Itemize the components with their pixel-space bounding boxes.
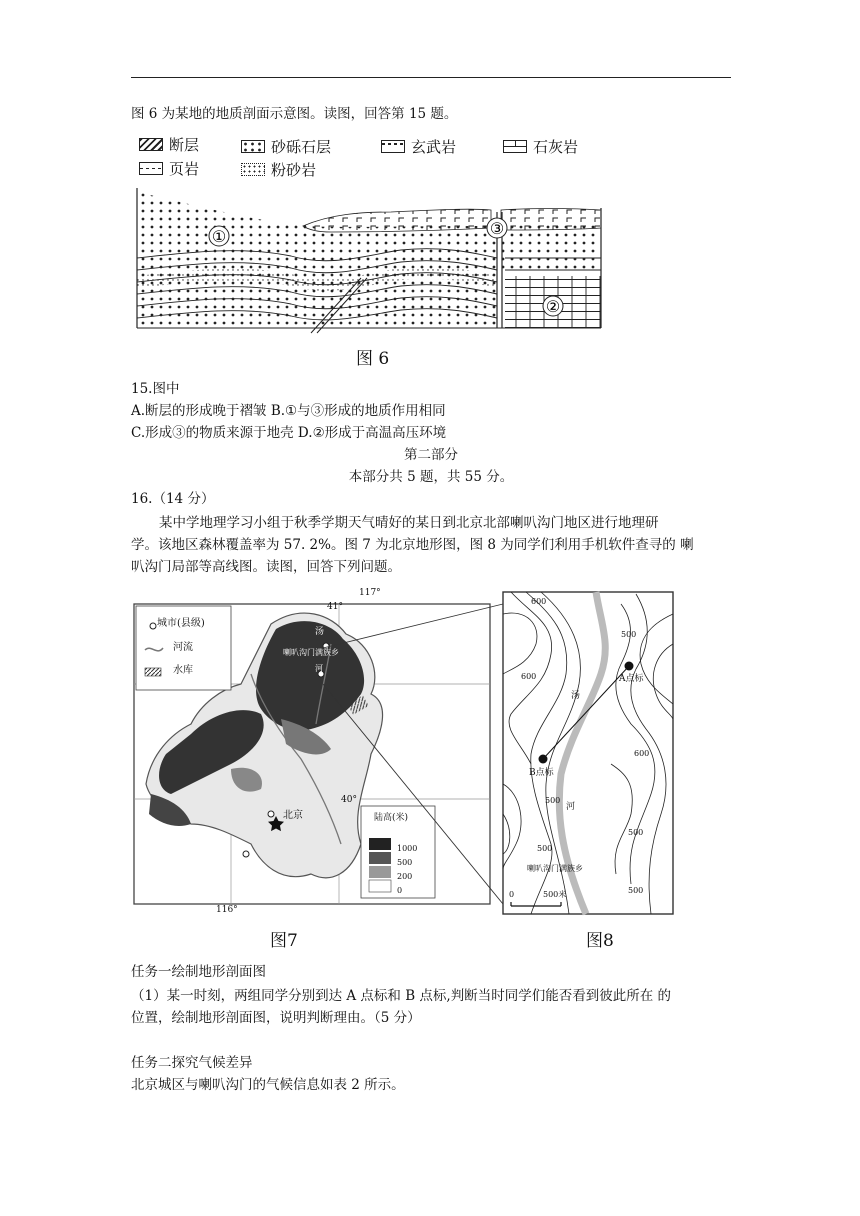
q16-para-1: 某中学地理学习小组于秋季学期天气晴好的某日到北京北部喇叭沟门地区进行地理研 xyxy=(159,515,659,531)
q15-options-cd: C.形成③的物质来源于地壳 D.②形成于高温高压环境 xyxy=(131,425,447,441)
legend-limestone: 石灰岩 xyxy=(503,136,578,157)
point-b-marker xyxy=(539,755,548,764)
fig7-caption: 图7 xyxy=(270,931,298,951)
legend-siltstone: 粉砂岩 xyxy=(241,159,316,180)
contour-500-d: 500 xyxy=(628,886,644,895)
legend-city: 城市(县级) xyxy=(157,618,205,629)
legend-reservoir: 水库 xyxy=(173,665,193,676)
marker-3: ③ xyxy=(489,219,505,238)
marker-1: ① xyxy=(211,227,227,246)
fig7-town-label: 喇叭沟门满族乡 xyxy=(283,648,339,657)
legend-basalt: 玄武岩 xyxy=(381,136,456,157)
figure-6 xyxy=(131,128,607,338)
fig6-caption: 图 6 xyxy=(356,349,390,369)
legend-river: 河流 xyxy=(173,642,193,653)
lon-117: 117° xyxy=(359,588,381,598)
figure-7-8 xyxy=(131,584,681,924)
fig8-caption: 图8 xyxy=(586,931,614,951)
fig7-river-char: 河 xyxy=(315,664,323,673)
header-rule xyxy=(131,77,731,78)
fig7-top-char: 汤 xyxy=(315,627,325,637)
legend-fault: 断层 xyxy=(139,134,199,155)
elev-0: 0 xyxy=(397,886,403,895)
marker-2: ② xyxy=(545,297,561,316)
contour-600-b: 600 xyxy=(521,672,537,681)
q16-para-3: 叭沟门局部等高线图。读图，回答下列问题。 xyxy=(131,559,401,575)
legend-gravel: 砂砾石层 xyxy=(241,136,331,157)
q15-options-ab: A.断层的形成晚于褶皱 B.①与③形成的地质作用相同 xyxy=(131,403,446,419)
task1-line-2: 位置，绘制地形剖面图，说明判断理由。（5 分） xyxy=(131,1010,421,1026)
elev-500: 500 xyxy=(397,858,413,867)
q15-stem: 15.图中 xyxy=(131,381,180,397)
part2-desc: 本部分共 5 题，共 55 分。 xyxy=(348,469,514,485)
intro-text: 图 6 为某地的地质剖面示意图。读图，回答第 15 题。 xyxy=(131,106,458,122)
contour-500-e: 500 xyxy=(628,828,644,837)
scale-zero: 0 xyxy=(509,890,515,899)
elevation-title: 陆高(米) xyxy=(374,813,409,823)
contour-500-b: 500 xyxy=(545,796,561,805)
elev-1000: 1000 xyxy=(397,844,418,853)
legend-shale: 页岩 xyxy=(139,158,199,179)
lon-116: 116° xyxy=(216,905,238,915)
task2-title: 任务二探究气候差异 xyxy=(131,1055,253,1071)
fig8-river-char-1: 汤 xyxy=(571,691,581,701)
contour-500-c: 500 xyxy=(537,844,553,853)
geologic-cross-section xyxy=(131,128,607,338)
task2-line-1: 北京城区与喇叭沟门的气候信息如表 2 所示。 xyxy=(131,1077,405,1093)
point-a-label: A点标 xyxy=(619,674,644,684)
lat-40: 40° xyxy=(341,795,357,805)
q16-para-2: 学。该地区森林覆盖率为 57. 2%。图 7 为北京地形图，图 8 为同学们利用手机软件查寻的 喇 xyxy=(131,537,694,553)
task1-title: 任务一绘制地形剖面图 xyxy=(131,964,266,980)
contour-600-a: 600 xyxy=(531,597,547,606)
elev-200: 200 xyxy=(397,872,413,881)
contour-600-c: 600 xyxy=(634,749,650,758)
lat-41: 41° xyxy=(327,602,343,612)
point-b-label: B点标 xyxy=(529,768,554,778)
point-a-marker xyxy=(625,662,634,671)
contour-500-a: 500 xyxy=(621,630,637,639)
fig8-river-char-2: 河 xyxy=(566,802,576,812)
beijing-label: 北京 xyxy=(283,810,303,821)
task1-line-1: （1）某一时刻，两组同学分别到达 A 点标和 B 点标,判断当时同学们能否看到彼此所在 的 xyxy=(131,988,672,1004)
part2-title: 第二部分 xyxy=(404,447,458,463)
q16-head: 16.（14 分） xyxy=(131,491,215,507)
fig8-town-label: 喇叭沟门满族乡 xyxy=(527,864,583,873)
scale-500: 500米 xyxy=(543,890,567,899)
